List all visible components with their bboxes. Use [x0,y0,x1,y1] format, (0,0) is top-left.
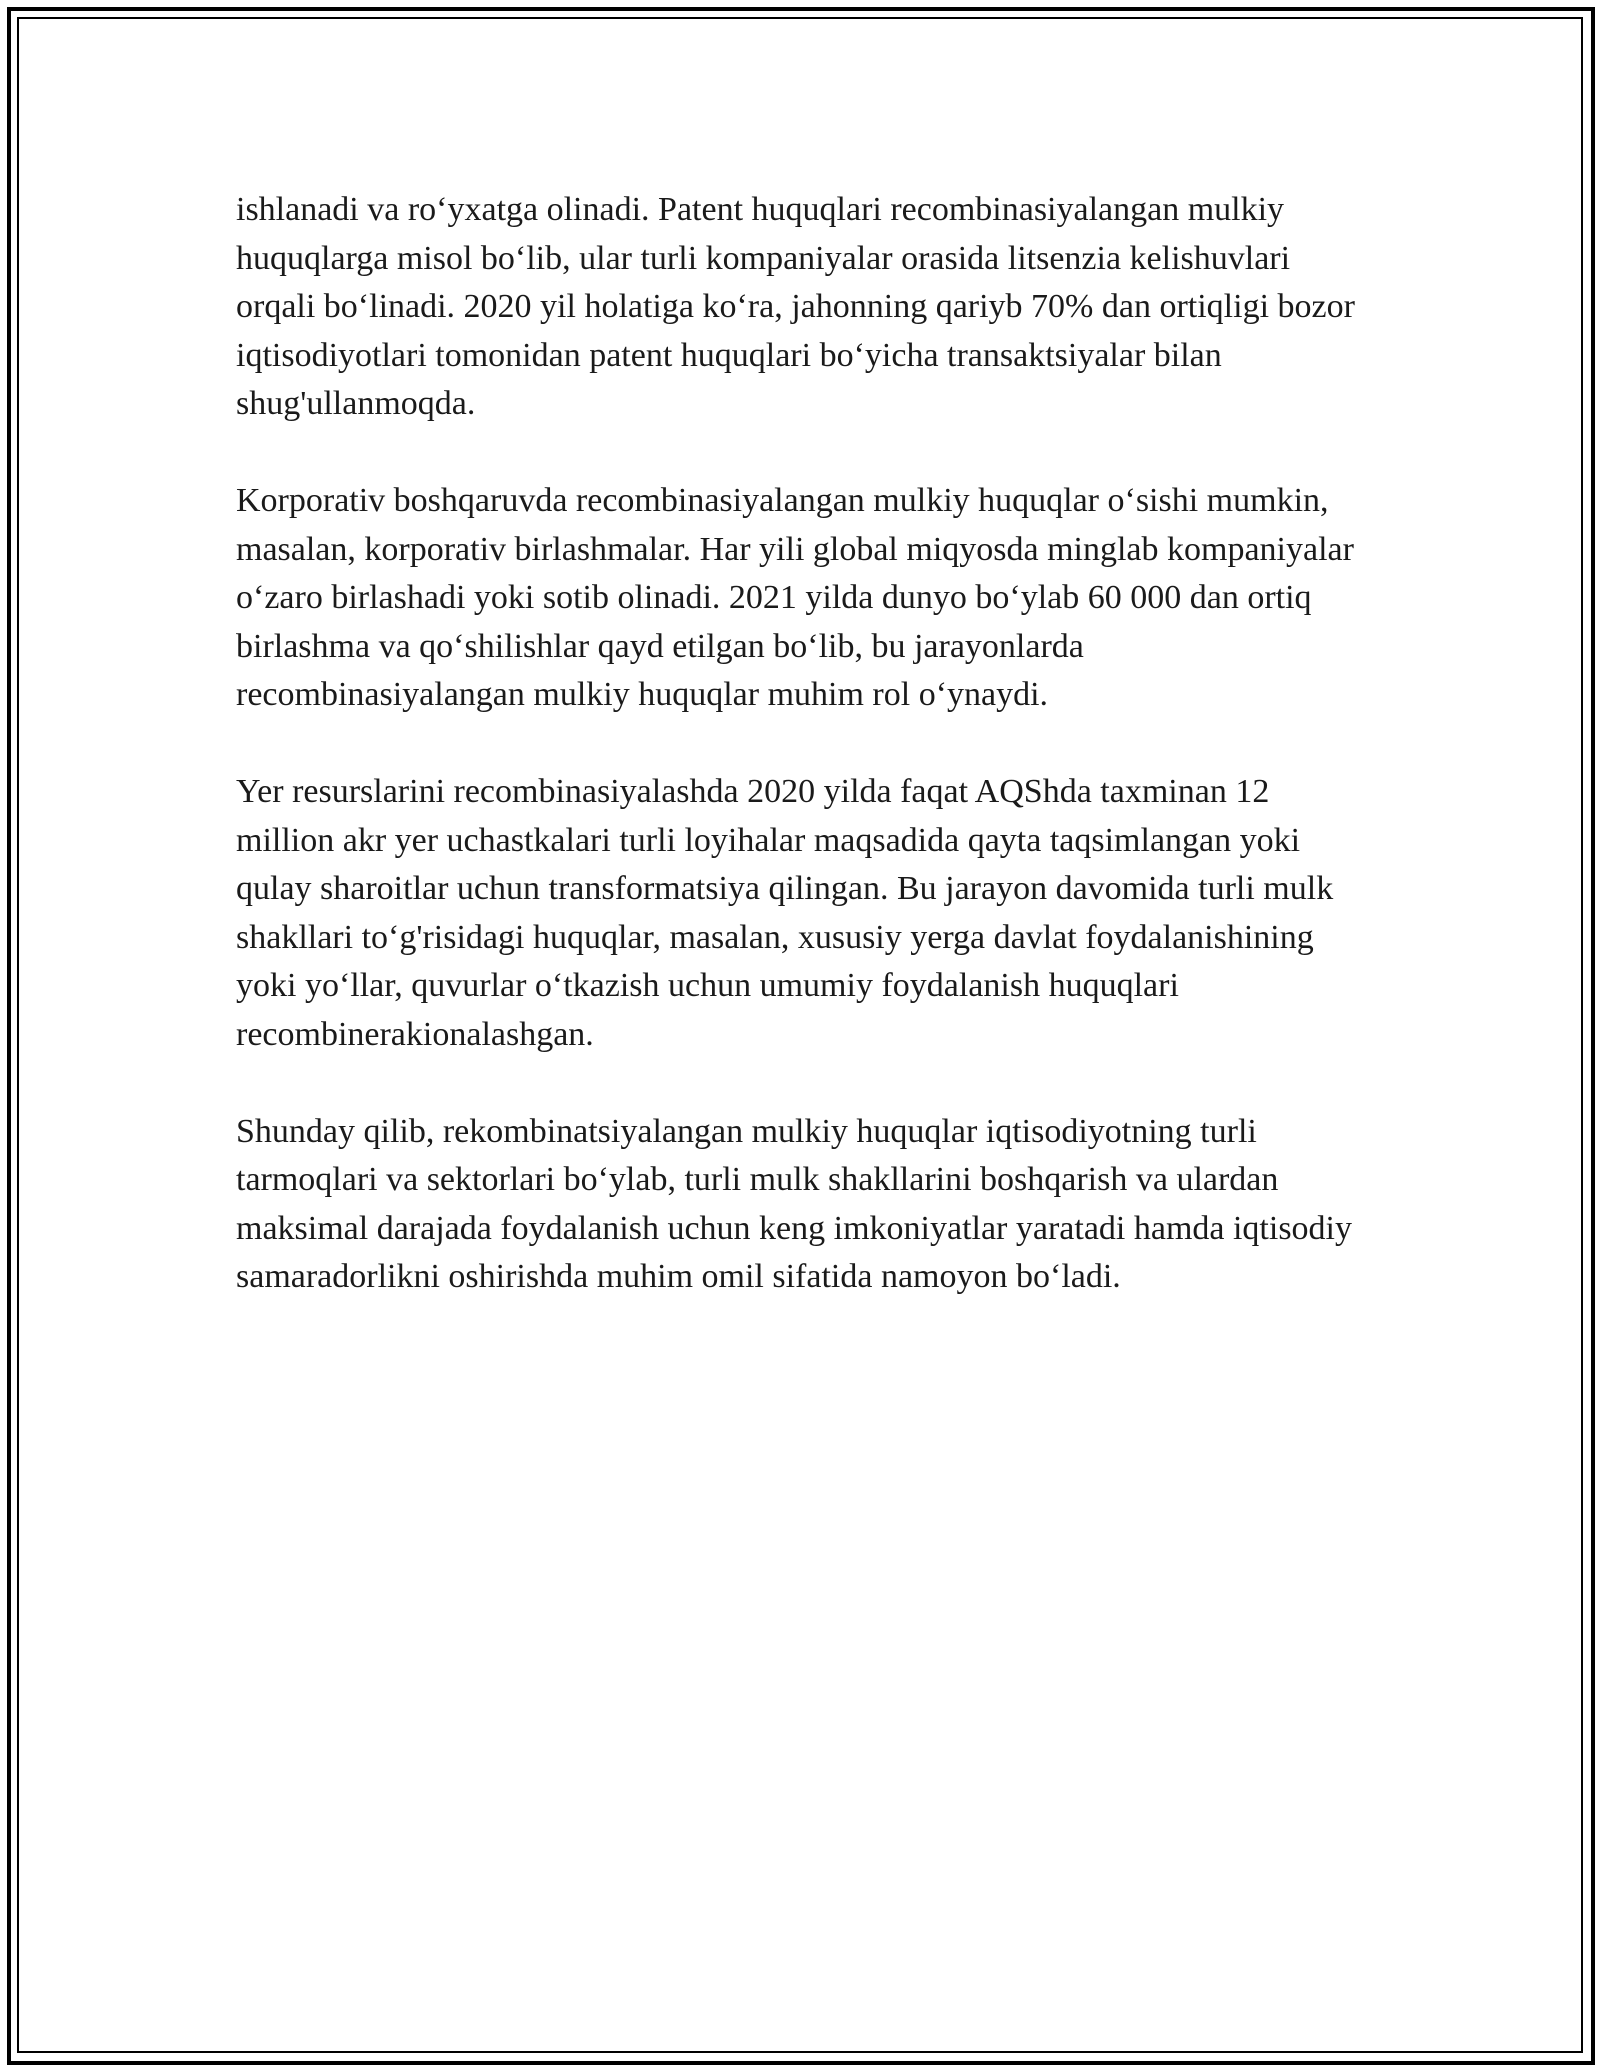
paragraph-2: Korporativ boshqaruvda recombinasiyalangan mulkiy huquqlar o‘sishi mumkin, masalan, korporativ birlashmalar. Har yili global miqyosda minglab kompaniyalar o‘zaro birlashadi yoki sotib olinadi. 2021 yilda dunyo bo‘ylab 60 000 dan ortiq birlashma va qo‘shilishlar qayd etilgan bo‘lib, bu jarayonlarda recombinasiyalangan mulkiy huquqlar muhim rol o‘ynaydi. [236,482,1354,713]
document-body [236,186,1376,1302]
paragraph-1: ishlanadi va ro‘yxatga olinadi. Patent huquqlari recombinasiyalangan mulkiy huquqlarga misol bo‘lib, ular turli kompaniyalar orasida litsenzia kelishuvlari orqali bo‘linadi. 2020 yil holatiga ko‘ra, jahonning qariyb 70% dan ortiqligi bozor iqtisodiyotlari tomonidan patent huquqlari bo‘yicha transaktsiyalar bilan shug'ullanmoqda. [236,191,1355,422]
paragraph-3: Yer resurslarini recombinasiyalashda 2020 yilda faqat AQShda taxminan 12 million akr yer uchastkalari turli loyihalar maqsadida qayta taqsimlangan yoki qulay sharoitlar uchun transformatsiya qilingan. Bu jarayon davomida turli mulk shakllari to‘g'risidagi huquqlar, masalan, xususiy yerga davlat foydalanishining yoki yo‘llar, quvurlar o‘tkazish uchun umumiy foydalanish huquqlari recombinerakionalashgan. [236,773,1334,1053]
paragraph-4: Shunday qilib, rekombinatsiyalangan mulkiy huquqlar iqtisodiyotning turli tarmoqlari va sektorlari bo‘ylab, turli mulk shakllarini boshqarish va ulardan maksimal darajada foydalanish uchun keng imkoniyatlar yaratadi hamda iqtisodiy samaradorlikni oshirishda muhim omil sifatida namoyon bo‘ladi. [236,1112,1353,1295]
